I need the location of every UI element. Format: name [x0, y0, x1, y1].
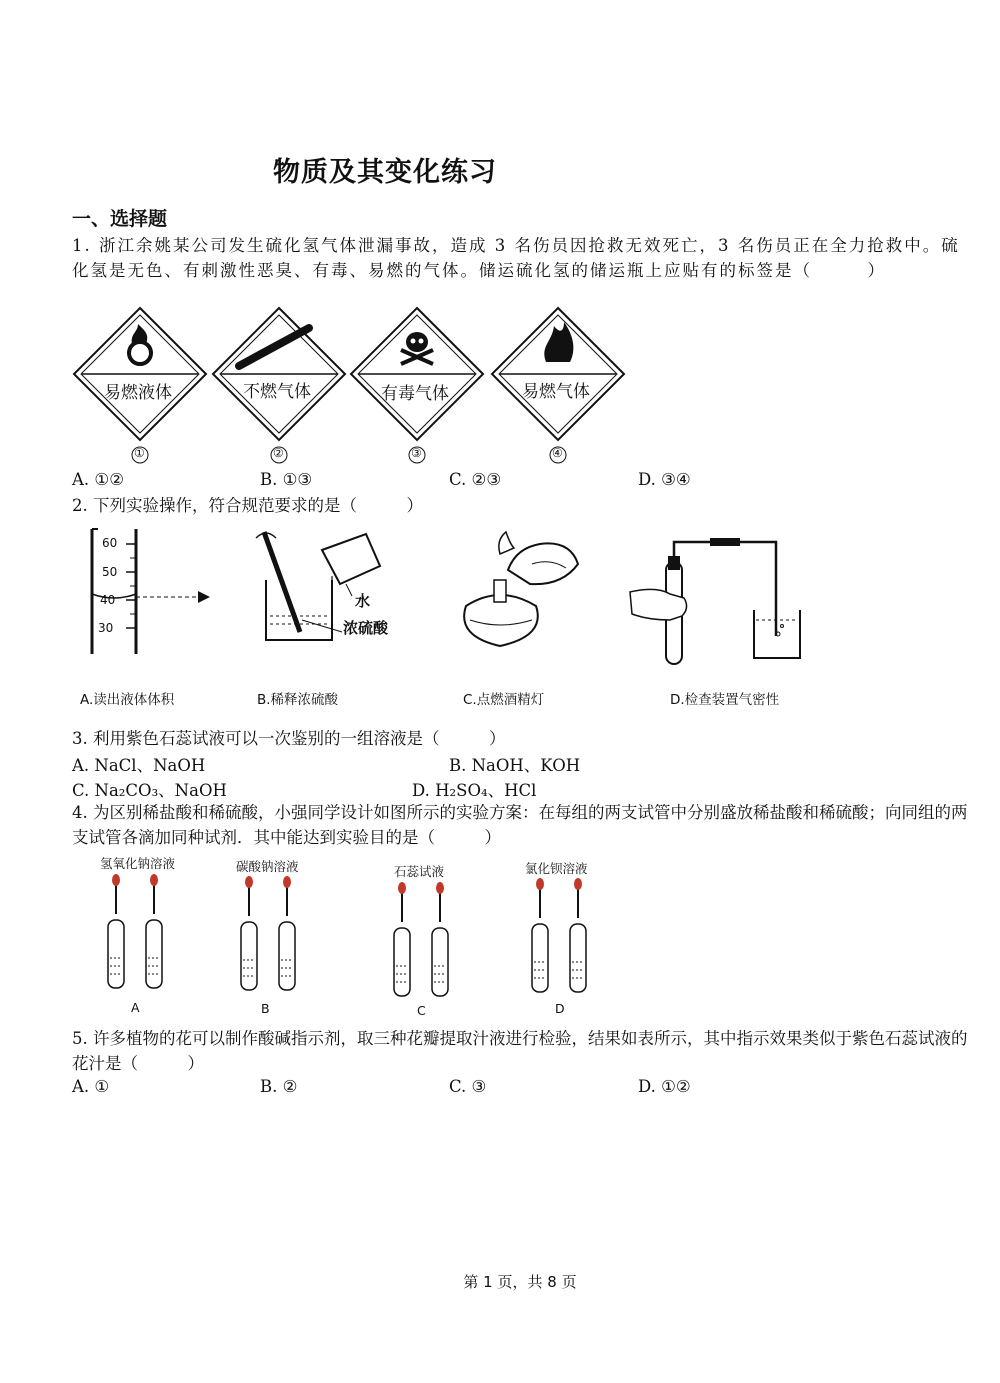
question-3-text: 3. 利用紫色石蕊试液可以一次鉴别的一组溶液是（ ） [72, 729, 506, 748]
hazard-number-2: ② [273, 446, 284, 460]
section-heading: 一、选择题 [72, 208, 168, 230]
second-lamp-icon [508, 543, 578, 584]
reagent-label-a: 氢氧化钠溶液 [100, 856, 176, 871]
question-5-text: 5. 许多植物的花可以制作酸碱指示剂，取三种花瓣提取汁液进行检验，结果如表所示，其中指示效果类似于紫色石蕊试液的花汁是（ ） [72, 1029, 968, 1073]
tube-group-a [108, 874, 162, 988]
airtightness-diagram [630, 538, 800, 664]
hazard-label-1: 易燃液体 [104, 383, 172, 403]
group-letter-d[interactable]: D [555, 1001, 565, 1016]
hazard-label-2: 不燃气体 [243, 382, 311, 402]
cylinder-mark-30: 30 [98, 621, 114, 635]
tube-group-d [532, 878, 586, 992]
q5-option-d[interactable]: D. ①② [638, 1077, 691, 1096]
lab-operations-figure [70, 524, 830, 674]
glass-rod-icon [264, 532, 300, 632]
q2-caption-d[interactable]: D.检查装置气密性 [670, 692, 780, 708]
q5-option-a[interactable]: A. ① [72, 1077, 110, 1096]
q1-option-a[interactable]: A. ①② [72, 470, 124, 489]
hazard-label-3: 有毒气体 [381, 384, 449, 404]
q5-option-b[interactable]: B. ② [260, 1077, 298, 1096]
hazard-number-4: ④ [552, 446, 563, 460]
q1-option-c[interactable]: C. ②③ [449, 470, 502, 489]
pouring-beaker-icon [322, 534, 380, 584]
hazard-number-1: ① [134, 446, 145, 460]
tube-group-b [241, 876, 295, 990]
cylinder-mark-60: 60 [102, 536, 118, 550]
eye-icon [198, 591, 210, 603]
q3-option-a[interactable]: A. NaCl、NaOH [72, 756, 206, 775]
page-footer: 第 1 页，共 8 页 [463, 1273, 577, 1291]
q1-option-b[interactable]: B. ①③ [260, 470, 313, 489]
flame-icon [499, 532, 514, 554]
cylinder-mark-40: 40 [100, 593, 116, 607]
cylinder-mark-50: 50 [102, 565, 118, 579]
hazard-number-3: ③ [411, 446, 422, 460]
page-title: 物质及其变化练习 [273, 157, 497, 188]
group-letter-a[interactable]: A [131, 1000, 140, 1015]
reagent-label-d: 氯化钡溶液 [525, 861, 588, 876]
q1-option-d[interactable]: D. ③④ [638, 470, 691, 489]
q3-option-b[interactable]: B. NaOH、KOH [449, 756, 581, 775]
group-letter-b[interactable]: B [261, 1001, 270, 1016]
q3-option-c[interactable]: C. Na₂CO₃、NaOH [72, 781, 227, 800]
water-label: 水 [355, 592, 371, 610]
hazard-sign-4 [492, 308, 624, 440]
question-4-text: 4. 为区别稀盐酸和稀硫酸，小强同学设计如图所示的实验方案：在每组的两支试管中分别盛放稀盐酸和稀硫酸；向同组的两支试管各滴加同种试剂．其中能达到实验目的是（ ） [72, 803, 968, 847]
group-letter-c[interactable]: C [417, 1003, 426, 1018]
q2-caption-c[interactable]: C.点燃酒精灯 [463, 692, 545, 708]
q5-option-c[interactable]: C. ③ [449, 1077, 487, 1096]
reagent-label-c: 石蕊试液 [394, 864, 445, 879]
test-tube-groups-figure [90, 870, 620, 1005]
question-1-text: 1. 浙江余姚某公司发生硫化氢气体泄漏事故，造成 3 名伤员因抢救无效死亡，3 名伤员正在全力抢救中。硫化氢是无色、有刺激性恶臭、有毒、易燃的气体。储运硫化氢的储运瓶上应贴有的标签是（ ） [72, 236, 960, 280]
tube-group-c [394, 882, 448, 996]
q3-option-d[interactable]: D. H₂SO₄、HCl [412, 781, 537, 800]
q2-caption-b[interactable]: B.稀释浓硫酸 [257, 692, 339, 708]
acid-label: 浓硫酸 [343, 619, 389, 637]
q2-caption-a[interactable]: A.读出液体体积 [80, 692, 175, 708]
alcohol-lamp-diagram [464, 532, 578, 646]
question-2-text: 2. 下列实验操作，符合规范要求的是（ ） [72, 496, 423, 515]
hazard-sign-1 [74, 308, 206, 440]
hazard-sign-3 [351, 308, 483, 440]
hazard-sign-2 [213, 308, 345, 440]
reagent-label-b: 碳酸钠溶液 [236, 859, 299, 874]
hazard-label-4: 易燃气体 [522, 382, 590, 402]
